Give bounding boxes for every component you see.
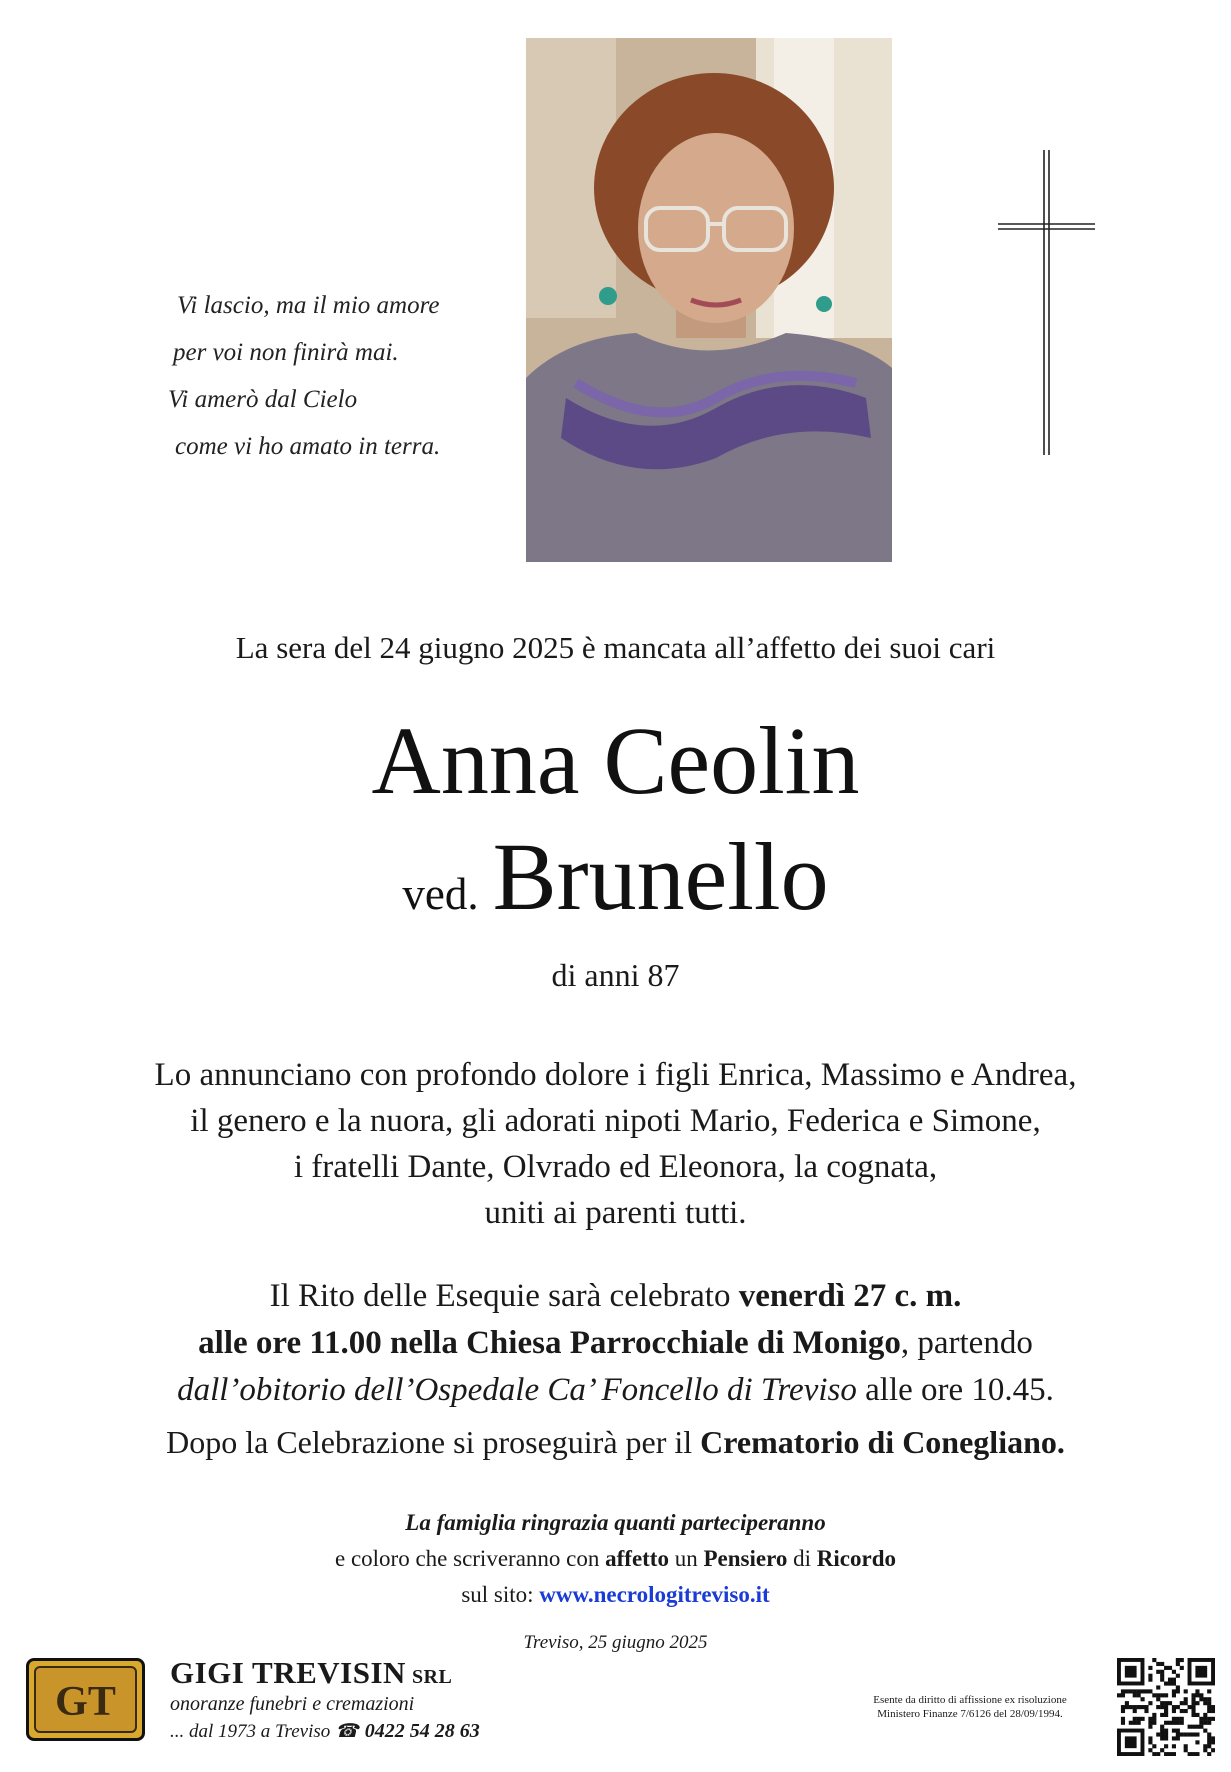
- cross-icon: [998, 150, 1098, 460]
- phone-icon: ☎: [335, 1721, 359, 1742]
- rito-place: alle ore 11.00 nella Chiesa Parrocchiale di Monigo: [198, 1325, 901, 1361]
- company-title: [170, 1655, 480, 1691]
- since-text: ... dal 1973 a Treviso: [170, 1721, 331, 1742]
- company-subtitle: onoranze funebri e cremazioni: [170, 1693, 415, 1715]
- company-info: [170, 1655, 480, 1743]
- rito-departure: dall’obitorio dell’Ospedale Ca’ Foncello di Treviso: [177, 1372, 857, 1408]
- family-line: uniti ai parenti tutti.: [484, 1195, 747, 1231]
- company-since: [170, 1720, 480, 1743]
- rito-line-1: [0, 1273, 1231, 1320]
- company-logo: [26, 1658, 145, 1741]
- thanks-line-2: [0, 1541, 1231, 1577]
- exempt-line: Esente da diritto di affissione ex risoluzione: [873, 1694, 1067, 1706]
- family-line: Lo annunciano con profondo dolore i figli Enrica, Massimo e Andrea,: [154, 1057, 1077, 1093]
- widow-prefix: ved.: [402, 869, 479, 919]
- website-link[interactable]: www.necrologitreviso.it: [539, 1582, 770, 1607]
- poem: [160, 282, 500, 470]
- company-phone[interactable]: 0422 54 28 63: [364, 1720, 480, 1742]
- cremation-text: Dopo la Celebrazione si proseguirà per il: [166, 1424, 701, 1460]
- qr-code-icon[interactable]: [1117, 1658, 1215, 1756]
- thanks-text: di: [787, 1546, 817, 1571]
- intro-text: La sera del 24 giugno 2025 è mancata all’affetto dei suoi cari: [235, 630, 996, 665]
- company-name: GIGI TREVISIN: [170, 1655, 406, 1690]
- thanks-block: [0, 1505, 1231, 1613]
- date-place: Treviso, 25 giugno 2025: [523, 1632, 708, 1653]
- family-announcement: [0, 1052, 1231, 1236]
- funeral-details: [0, 1273, 1231, 1414]
- rito-text: , partendo: [900, 1325, 1033, 1361]
- rito-line-2: [0, 1320, 1231, 1367]
- rito-date: venerdì 27 c. m.: [738, 1278, 962, 1314]
- thanks-text: La famiglia ringrazia quanti parteciperanno: [405, 1510, 826, 1535]
- rito-line-3: [0, 1367, 1231, 1414]
- married-surname: Brunello: [492, 823, 829, 930]
- thanks-text: sul sito:: [461, 1582, 540, 1607]
- thanks-text: un: [668, 1546, 704, 1571]
- portrait-photo: [526, 38, 892, 562]
- age-text: di anni 87: [551, 957, 680, 993]
- poem-line: per voi non finirà mai.: [173, 339, 399, 366]
- thanks-line-3: [0, 1577, 1231, 1613]
- family-line: il genero e la nuora, gli adorati nipoti Mario, Federica e Simone,: [190, 1103, 1041, 1139]
- family-line: i fratelli Dante, Olvrado ed Eleonora, la cognata,: [293, 1149, 938, 1185]
- deceased-name: Anna Ceolin: [371, 707, 860, 814]
- exempt-line: Ministero Finanze 7/6126 del 28/09/1994.: [877, 1708, 1063, 1720]
- crematorium-name: Crematorio di Conegliano.: [700, 1424, 1065, 1460]
- rito-text: Il Rito delle Esequie sarà celebrato: [269, 1278, 739, 1314]
- poem-line: Vi lascio, ma il mio amore: [177, 292, 440, 319]
- thanks-bold: affetto: [605, 1546, 669, 1571]
- company-suffix: SRL: [411, 1666, 453, 1688]
- tax-exemption-note: [845, 1693, 1095, 1721]
- logo-text: GT: [55, 1679, 116, 1725]
- poem-line: come vi ho amato in terra.: [175, 433, 441, 460]
- poem-line: Vi amerò dal Cielo: [168, 386, 358, 413]
- rito-text: alle ore 10.45.: [856, 1372, 1054, 1408]
- thanks-text: e coloro che scriveranno con: [334, 1546, 606, 1571]
- cremation-note: [0, 1424, 1231, 1461]
- thanks-line-1: [0, 1505, 1231, 1541]
- deceased-surname-line: [0, 822, 1231, 949]
- thanks-bold: Pensiero: [703, 1546, 788, 1571]
- thanks-bold: Ricordo: [816, 1546, 896, 1571]
